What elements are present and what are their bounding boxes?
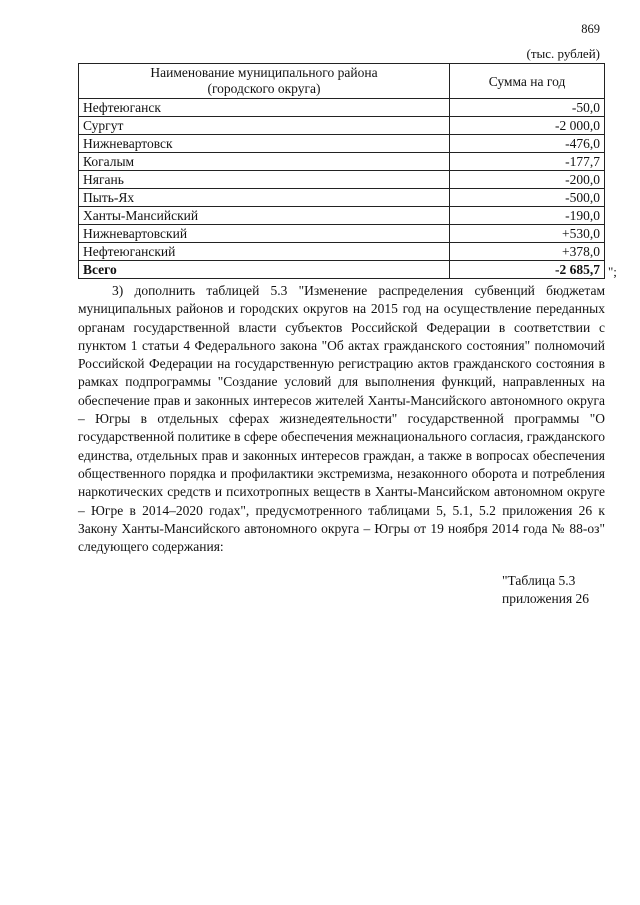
row-amount: -177,7 <box>450 153 605 171</box>
row-amount: +378,0 <box>450 243 605 261</box>
row-amount: -500,0 <box>450 189 605 207</box>
table-row <box>79 243 605 261</box>
table-row <box>79 207 605 225</box>
row-name: Сургут <box>79 117 450 135</box>
total-label: Всего <box>79 261 450 279</box>
header-municipality-line1: Наименование муниципального района <box>150 65 378 80</box>
row-name: Нягань <box>79 171 450 189</box>
table-row <box>79 189 605 207</box>
page-number: 869 <box>581 22 600 36</box>
subvention-table <box>78 63 605 279</box>
closing-quote-mark: "; <box>608 264 617 279</box>
total-amount: -2 685,7 <box>450 261 605 279</box>
row-amount: +530,0 <box>450 225 605 243</box>
header-amount: Сумма на год <box>450 64 605 99</box>
caption-line2: приложения 26 <box>502 591 590 607</box>
row-name: Нефтеюганск <box>79 99 450 117</box>
table-total-row <box>79 261 605 279</box>
units-note: (тыс. рублей) <box>526 46 600 61</box>
table-row <box>79 171 605 189</box>
row-name: Нефтеюганский <box>79 243 450 261</box>
amendment-paragraph: 3) дополнить таблицей 5.3 "Изменение распределения субвенций бюджетам муниципальных районов и городских округов на 2015 год на осуществление переданных органам государственной власти субъектов Российской Федерации в соответствии с пунктом 1 статьи 4 Федерального закона "Об актах гражданского состояния" полномочий Российской Федерации на государственную регистрацию актов гражданского состояния в рамках подпрограммы "Создание условий для выполнения функций, направленных на обеспечение прав и законных интересов жителей Ханты-Мансийского автономного округа – Югры в отдельных сферах жизнедеятельности" государственной программы "О государственной политике в сфере обеспечения межнационального согласия, гражданского единства, отдельных прав и законных интересов граждан, а также в вопросах обеспечения общественного порядка и профилактики экстремизма, незаконного оборота и потребления наркотических средств и психотропных веществ в Ханты-Мансийском автономном округе – Югре в 2014–2020 годах", предусмотренного таблицами 5, 5.1, 5.2 приложения 26 к Закону Ханты-Мансийского автономного округа – Югры от 19 ноября 2014 года № 88-оз" следующего содержания: <box>78 283 605 555</box>
row-amount: -200,0 <box>450 171 605 189</box>
row-name: Пыть-Ях <box>79 189 450 207</box>
row-name: Нижневартовск <box>79 135 450 153</box>
header-municipality <box>79 64 450 99</box>
table-row <box>79 99 605 117</box>
table-row <box>79 135 605 153</box>
table-row <box>79 225 605 243</box>
table-header-row <box>79 64 605 99</box>
header-municipality-line2: (городского округа) <box>207 81 321 96</box>
row-name: Когалым <box>79 153 450 171</box>
table-row <box>79 153 605 171</box>
row-amount: -190,0 <box>450 207 605 225</box>
caption-line1: "Таблица 5.3 <box>502 573 576 588</box>
table-row <box>79 117 605 135</box>
row-amount: -2 000,0 <box>450 117 605 135</box>
row-name: Нижневартовский <box>79 225 450 243</box>
row-amount: -476,0 <box>450 135 605 153</box>
row-amount: -50,0 <box>450 99 605 117</box>
table-caption <box>502 572 589 609</box>
row-name: Ханты-Мансийский <box>79 207 450 225</box>
